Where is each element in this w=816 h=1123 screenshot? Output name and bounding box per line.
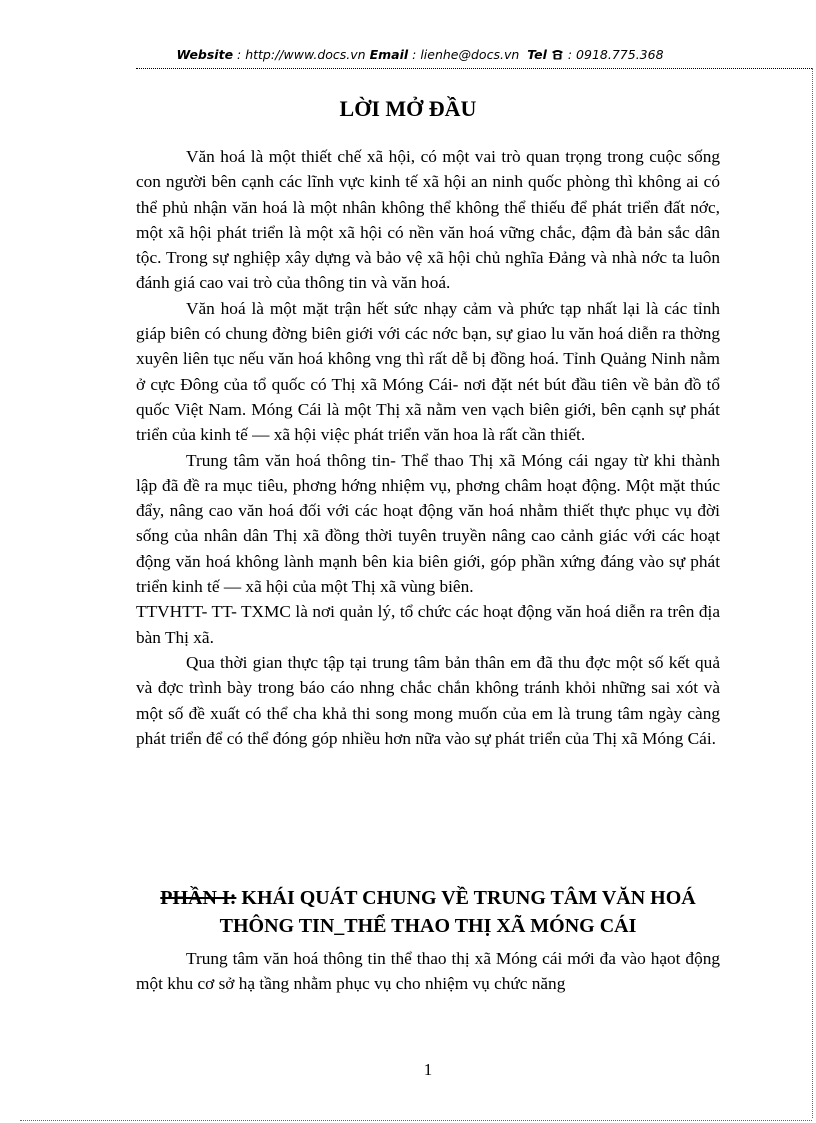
email-value: : lienhe@docs.vn bbox=[408, 47, 520, 62]
paragraph: TTVHTT- TT- TXMC là nơi quản lý, tổ chức các hoạt động văn hoá diễn ra trên địa bàn Thị xã. bbox=[136, 602, 720, 647]
section-title: KHÁI QUÁT CHUNG VỀ TRUNG TÂM VĂN HOÁ THÔNG TIN_THỂ THAO THỊ XÃ MÓNG CÁI bbox=[219, 887, 696, 937]
phone-icon bbox=[551, 48, 564, 63]
email-label: Email bbox=[369, 47, 409, 62]
page-border-bottom bbox=[20, 1120, 812, 1121]
section-body bbox=[136, 946, 720, 997]
website-value: : http://www.docs.vn bbox=[233, 47, 366, 62]
tel-label: Tel bbox=[527, 47, 547, 62]
intro-body bbox=[136, 144, 720, 751]
page-title: LỜI MỞ ĐẦU bbox=[339, 96, 477, 121]
paragraph: Trung tâm văn hoá thông tin- Thể thao Thị xã Móng cái ngay từ khi thành lập đã đề ra mục tiêu, phơng hớng nhiệm vụ, phơng châm hoạt động. Một mặt thúc đẩy, nâng cao văn hoá đối với các hoạt động văn hoá nhằm thiết thực phục vụ đời sống của nhân dân Thị xã đồng thời tuyên truyền nâng cao cảnh giác với các hoạt động văn hoá không lành mạnh bên kia biên giới, góp phần xứng đáng vào sự phát triển kinh tế — xã hội của một Thị xã vùng biên. bbox=[136, 450, 720, 597]
paragraph: Trung tâm văn hoá thông tin thể thao thị xã Móng cái mới đa vào hạot động một khu cơ sở hạ tầng nhằm phục vụ cho nhiệm vụ chức năng bbox=[136, 949, 720, 994]
website-label: Website bbox=[176, 47, 234, 62]
page-border-right bbox=[812, 68, 813, 1118]
header-divider bbox=[136, 68, 812, 69]
paragraph: Văn hoá là một thiết chế xã hội, có một vai trò quan trọng trong cuộc sống con người bên cạnh các lĩnh vực kinh tế xã hội an ninh quốc phòng thì không ai có thể phủ nhận văn hoá là một nhân không thể không thể thiếu để phát triển đất nớc, một xã hội phát triển là một xã hội có nền văn hoá vững chắc, đậm đà bản sắc dân tộc. Trong sự nghiệp xây dựng và bảo vệ xã hội chủ nghĩa Đảng và nhà nớc ta luôn đánh giá cao vai trò của thông tin và văn hoá. bbox=[136, 147, 720, 293]
page-header bbox=[120, 47, 720, 67]
section-heading bbox=[136, 884, 720, 940]
page-number: 1 bbox=[423, 1060, 433, 1079]
paragraph: Qua thời gian thực tập tại trung tâm bản thân em đã thu đợc một số kết quả và đợc trình bày trong báo cáo nhng chắc chắn không tránh khỏi những sai xót và một số đề xuất có thể cha khả thi song mong muốn của em là trung tâm ngày càng phát triển để có thể đóng góp nhiều hơn nữa vào sự phát triển của Thị xã Móng Cái. bbox=[136, 652, 720, 748]
tel-value: : 0918.775.368 bbox=[563, 47, 664, 62]
paragraph: Văn hoá là một mặt trận hết sức nhạy cảm và phức tạp nhất lại là các tỉnh giáp biên có chung đờng biên giới với các nớc bạn, sự giao lu văn hoá diễn ra thờng xuyên liên tục nếu văn hoá không vng thì rất dễ bị đồng hoá. Tỉnh Quảng Ninh nằm ở cực Đông của tổ quốc có Thị xã Móng Cái- nơi đặt nét bút đầu tiên về bản đồ tổ quốc Việt Nam. Móng Cái là một Thị xã nằm ven vạch biên giới, bên cạnh sự phát triển của kinh tế — xã hội việc phát triển văn hoa là rất cần thiết. bbox=[136, 298, 720, 445]
section-part-label: PHẦN I: bbox=[160, 887, 237, 909]
